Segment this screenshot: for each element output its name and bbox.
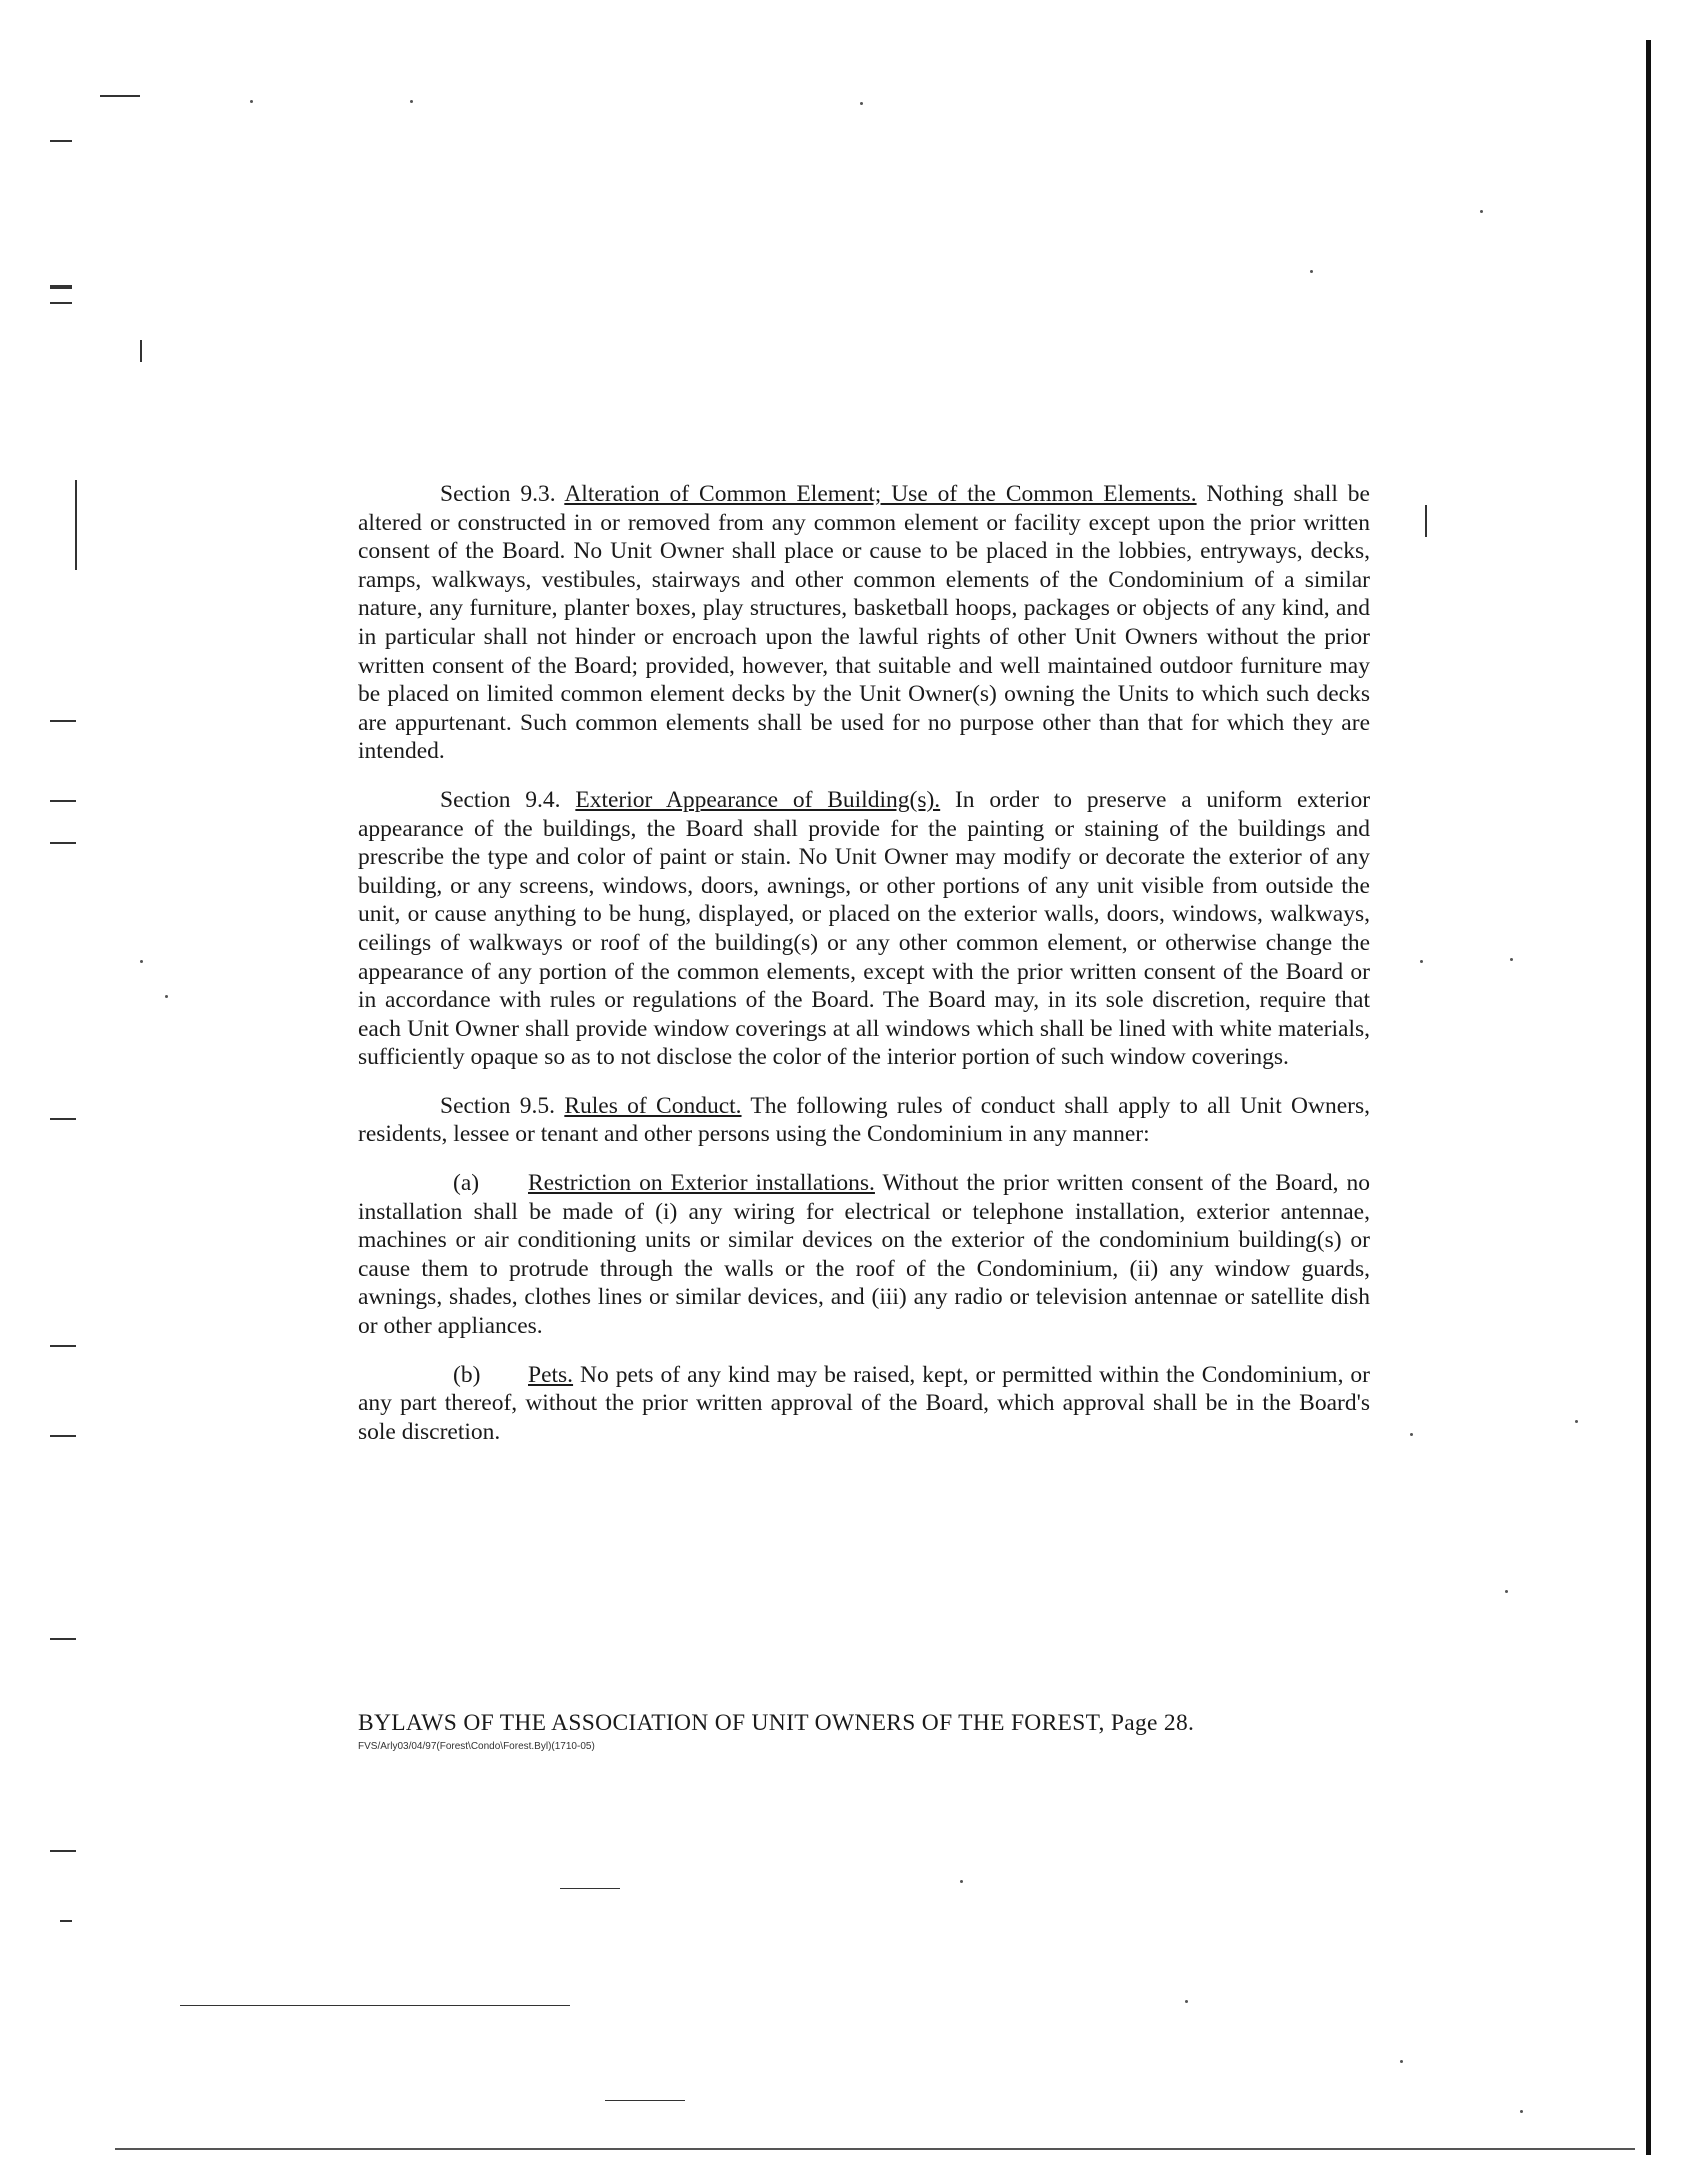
scan-mark <box>50 285 72 289</box>
subsection-a <box>358 1169 1370 1341</box>
footer-file-path: FVS/Arly03/04/97(Forest\Condo\Forest.Byl)(1710-05) <box>358 1741 595 1752</box>
subsection-heading: Pets. <box>528 1361 574 1388</box>
scan-mark <box>50 842 76 844</box>
scan-speck <box>250 100 253 103</box>
scan-speck <box>1400 2060 1403 2063</box>
page-number: Page 28. <box>1110 1710 1195 1736</box>
scan-speck <box>1185 2000 1188 2003</box>
scan-mark <box>100 95 140 97</box>
section-text: In order to preserve a uniform exterior appearance of the buildings, the Board shall provide for the painting or staining of the buildings and prescribe the type and color of paint or stain. No Unit Owner may modify or decorate the exterior of any building, or any screens, windows, doors, awnings, or other portions of any unit visible from outside the unit, or cause anything to be hung, displayed, or placed on the exterior walls, doors, windows, walkways, ceilings of walkways or roof of the building(s) or any other common element, or otherwise change the appearance of any portion of the common elements, except with the prior written consent of the Board or in accordance with rules or regulations of the Board. The Board may, in its sole discretion, require that each Unit Owner shall provide window coverings at all windows which shall be lined with white materials, sufficiently opaque so as to not disclose the color of the interior portion of such window coverings. <box>358 786 1371 1071</box>
scan-speck <box>1410 1433 1413 1436</box>
subsection-text: Without the prior written consent of the Board, no installation shall be made of (i) any wiring for electrical or telephone installation, exterior antennae, machines or air conditioning units or similar devices on the exterior of the condominium building(s) or cause them to protrude through the walls or the roof of the Condominium, (ii) any window guards, awnings, shades, clothes lines or similar devices, and (iii) any radio or television antennae or satellite dish or other appliances. <box>358 1170 1370 1340</box>
section-heading: Exterior Appearance of Building(s). <box>575 786 941 813</box>
footer-title: BYLAWS OF THE ASSOCIATION OF UNIT OWNERS OF THE FOREST, <box>358 1710 1105 1736</box>
subsection-label: (a) <box>453 1170 480 1197</box>
subsection-text: No pets of any kind may be raised, kept, or permitted within the Condominium, or any part thereof, without the prior written approval of the Board, which approval shall be in the Board's sole discretion. <box>358 1361 1370 1445</box>
scan-mark <box>560 1888 620 1889</box>
bylaws-body <box>358 480 1370 1466</box>
scan-mark <box>605 2100 685 2101</box>
scan-speck <box>1520 2110 1523 2113</box>
section-text: The following rules of conduct shall apply to all Unit Owners, residents, lessee or tenant and other persons using the Condominium in any manner: <box>358 1092 1370 1148</box>
scan-mark <box>50 140 72 142</box>
scan-mark <box>50 1850 76 1852</box>
section-9-4 <box>358 786 1370 1072</box>
scan-edge-bottom <box>115 2148 1635 2150</box>
scan-speck <box>1505 1590 1508 1593</box>
section-number: Section 9.5. <box>440 1092 556 1119</box>
section-number: Section 9.3. <box>440 481 556 507</box>
scan-edge-right <box>1646 40 1651 2155</box>
scan-mark <box>50 800 76 802</box>
section-9-3 <box>358 480 1370 766</box>
scan-speck <box>1420 960 1423 963</box>
scan-mark <box>50 1118 76 1120</box>
scan-mark <box>50 1345 76 1347</box>
scan-speck <box>165 995 168 998</box>
scan-mark <box>1425 505 1427 537</box>
scan-mark <box>140 340 142 362</box>
subsection-heading: Restriction on Exterior installations. <box>528 1170 875 1197</box>
scan-mark <box>60 1920 72 1922</box>
subsection-b <box>358 1361 1370 1447</box>
scan-speck <box>960 1880 963 1883</box>
scan-mark <box>50 302 72 304</box>
scan-speck <box>410 100 413 103</box>
section-heading: Rules of Conduct. <box>564 1092 742 1119</box>
section-heading: Alteration of Common Element; Use of the Common Elements. <box>564 481 1197 507</box>
scan-mark <box>50 1638 76 1640</box>
scan-speck <box>1575 1420 1578 1423</box>
scan-speck <box>1480 210 1483 213</box>
scan-mark <box>50 720 76 722</box>
scan-speck <box>140 960 143 963</box>
subsection-label: (b) <box>453 1361 481 1388</box>
scan-speck <box>1510 958 1513 961</box>
scan-speck <box>1310 270 1313 273</box>
scan-mark <box>75 480 77 570</box>
scan-mark <box>50 1435 76 1437</box>
scan-speck <box>860 102 863 105</box>
section-9-5 <box>358 1092 1370 1149</box>
section-number: Section 9.4. <box>440 786 561 813</box>
scan-mark <box>180 2005 570 2006</box>
page-footer <box>358 1710 1358 1737</box>
section-text: Nothing shall be altered or constructed in or removed from any common element or facility except upon the prior written consent of the Board. No Unit Owner shall place or cause to be placed in the lobbies, entryways, decks, ramps, walkways, vestibules, stairways and other common elements of the Condominium of a similar nature, any furniture, planter boxes, play structures, basketball hoops, packages or objects of any kind, and in particular shall not hinder or encroach upon the lawful rights of other Unit Owners without the prior written consent of the Board; provided, however, that suitable and well maintained outdoor furniture may be placed on limited common element decks by the Unit Owner(s) owning the Units to which such decks are appurtenant. Such common elements shall be used for no purpose other than that for which they are intended. <box>358 481 1370 765</box>
